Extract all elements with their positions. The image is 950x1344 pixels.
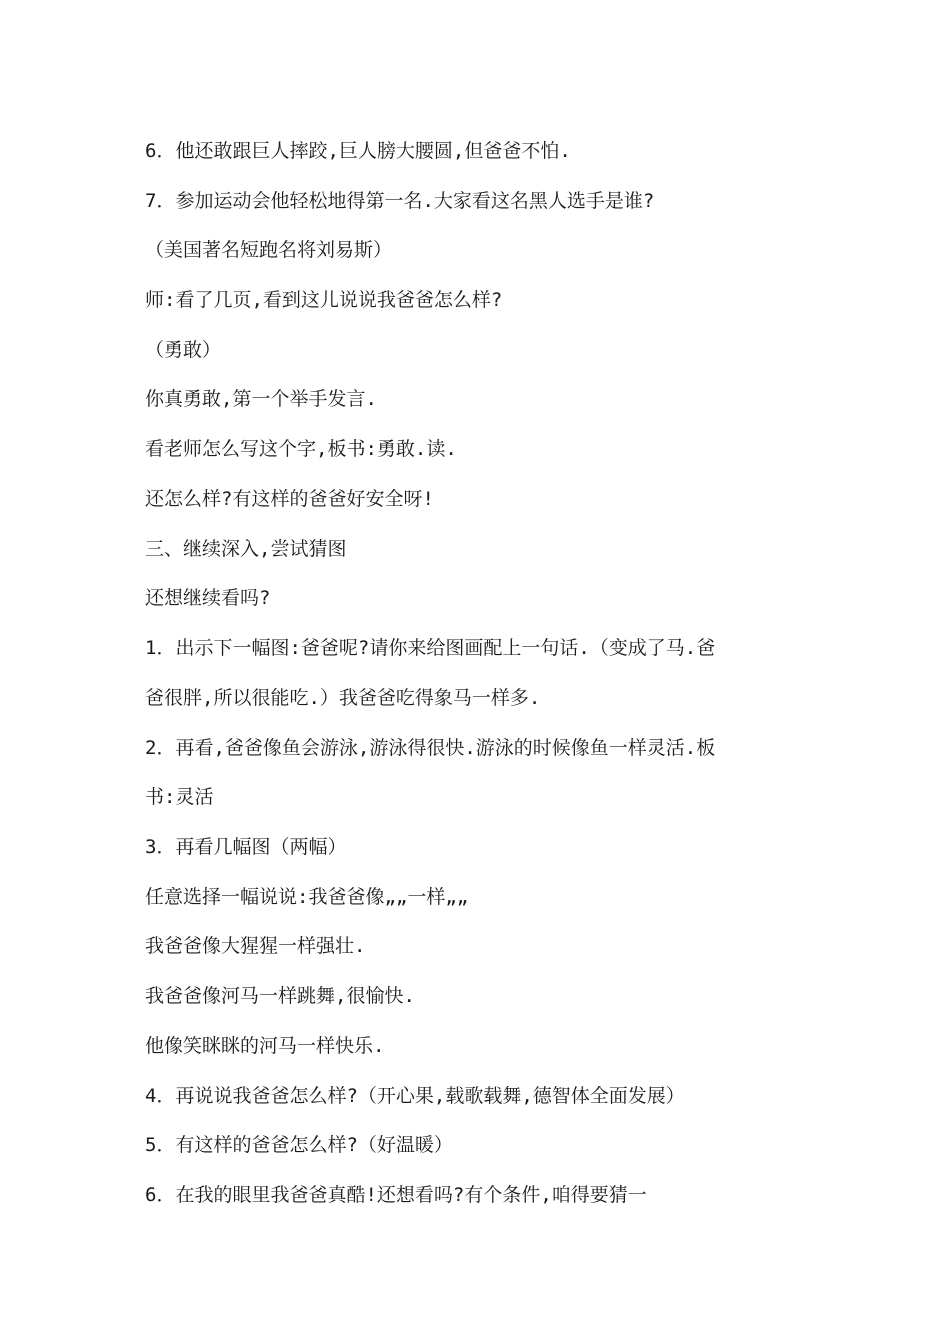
section-heading: 三、继续深入,尝试猜图 — [145, 538, 347, 560]
text-line: 他像笑眯眯的河马一样快乐. — [145, 1035, 385, 1057]
text-line: 2．再看,爸爸像鱼会游泳,游泳得很快.游泳的时候像鱼一样灵活.板 — [145, 737, 716, 759]
text-line: 任意选择一幅说说:我爸爸像„„一样„„ — [145, 886, 469, 908]
text-line: 爸很胖,所以很能吃.）我爸爸吃得象马一样多. — [145, 687, 541, 709]
text-line: （勇敢） — [145, 339, 222, 361]
text-line: 还怎么样?有这样的爸爸好安全呀! — [145, 488, 434, 510]
text-line: 6．在我的眼里我爸爸真酷!还想看吗?有个条件,咱得要猜一 — [145, 1184, 647, 1206]
text-line: 看老师怎么写这个字,板书:勇敢.读. — [145, 438, 457, 460]
text-line: 书:灵活 — [145, 786, 214, 808]
text-line: 师:看了几页,看到这儿说说我爸爸怎么样? — [145, 289, 503, 311]
text-line: 3．再看几幅图（两幅） — [145, 836, 347, 858]
text-line: 我爸爸像大猩猩一样强壮. — [145, 935, 366, 957]
text-line: 我爸爸像河马一样跳舞,很愉快. — [145, 985, 415, 1007]
text-line: 4．再说说我爸爸怎么样?（开心果,载歌载舞,德智体全面发展） — [145, 1085, 685, 1107]
text-line: 1．出示下一幅图:爸爸呢?请你来给图画配上一句话.（变成了马.爸 — [145, 637, 716, 659]
text-line: 你真勇敢,第一个举手发言. — [145, 388, 377, 410]
text-line: 还想继续看吗? — [145, 587, 271, 609]
text-line: 6．他还敢跟巨人摔跤,巨人膀大腰圆,但爸爸不怕. — [145, 140, 571, 162]
text-line: 5．有这样的爸爸怎么样?（好温暖） — [145, 1134, 453, 1156]
text-line: 7．参加运动会他轻松地得第一名.大家看这名黑人选手是谁? — [145, 190, 655, 212]
text-line: （美国著名短跑名将刘易斯） — [145, 239, 393, 261]
